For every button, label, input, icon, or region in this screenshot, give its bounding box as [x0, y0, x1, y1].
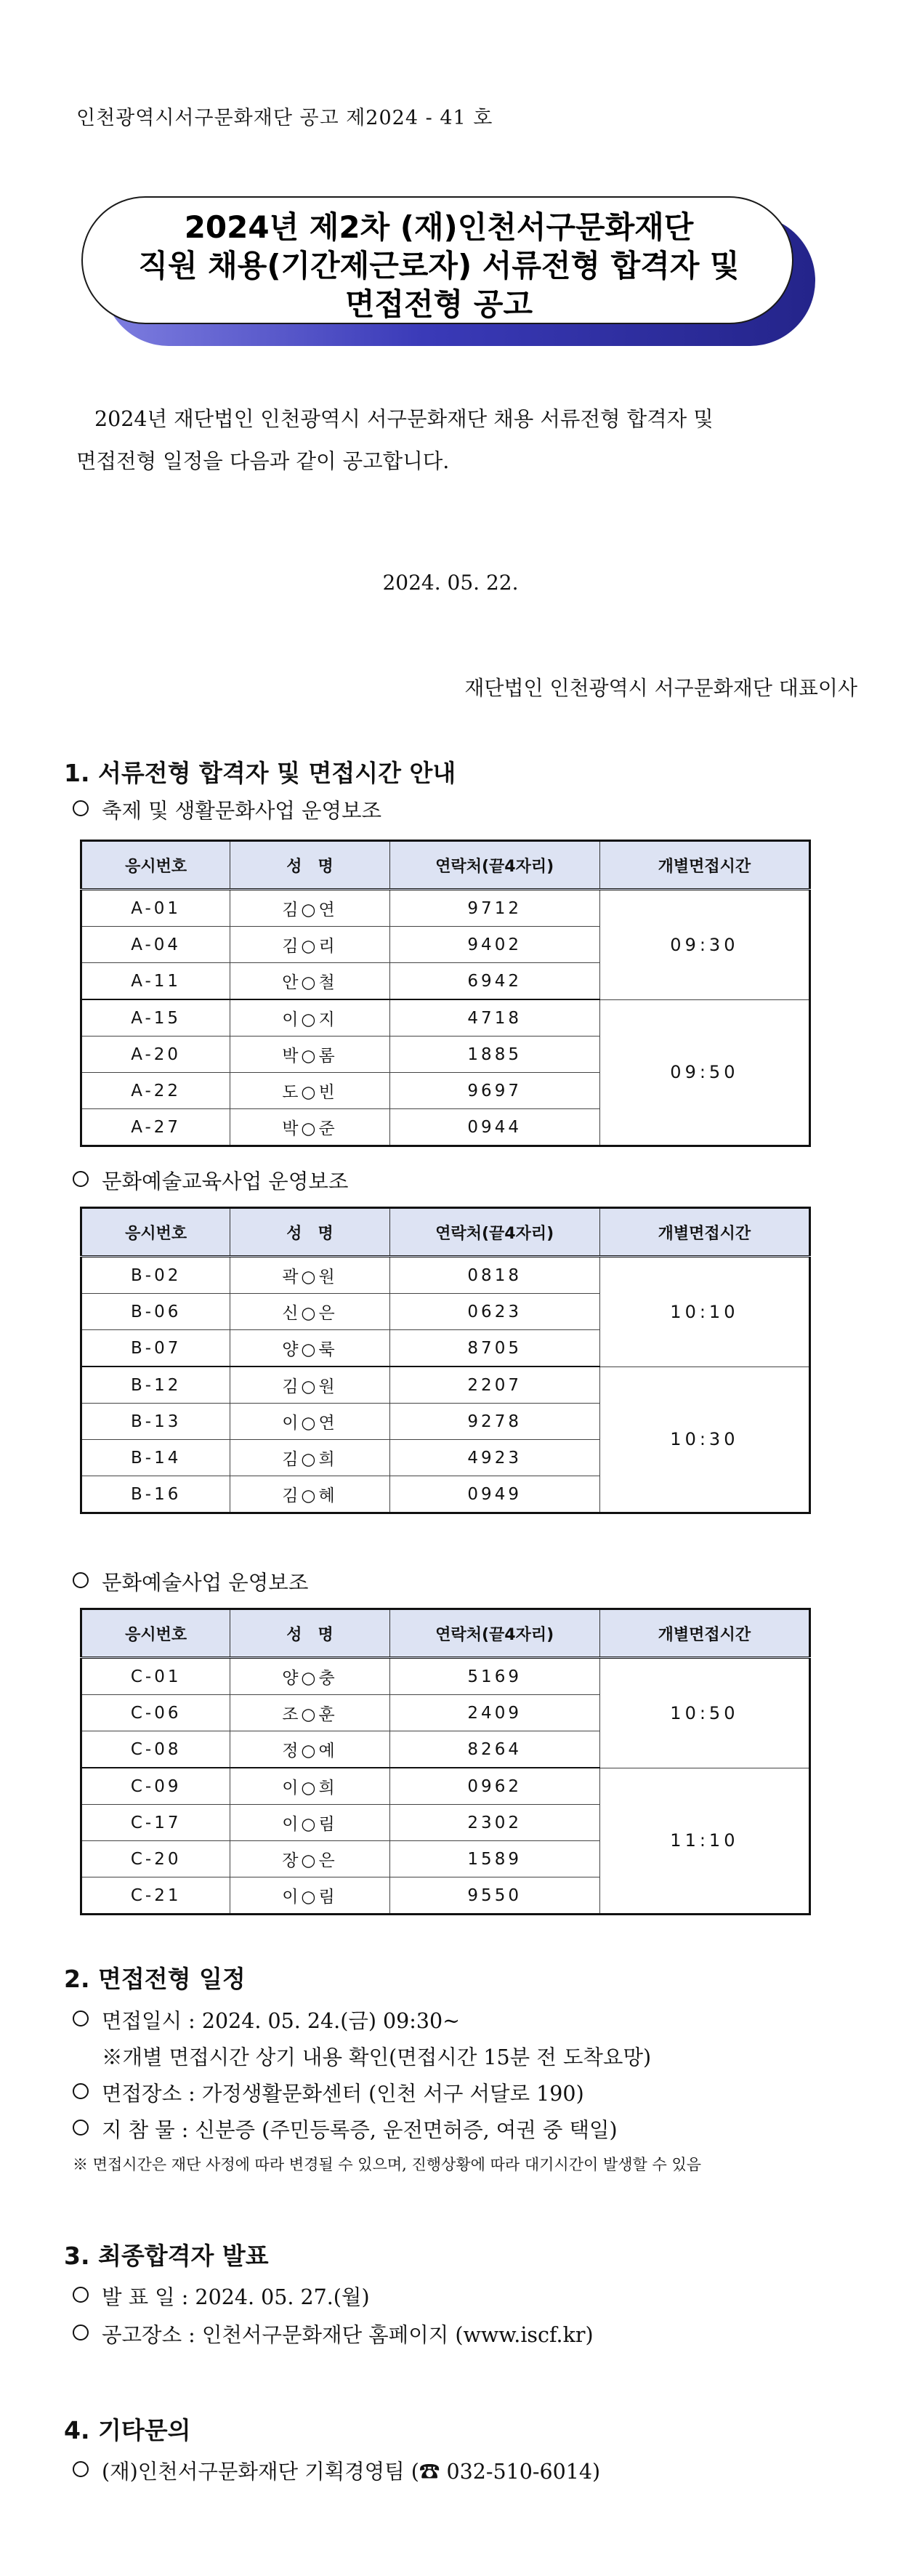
interview-datetime-note: ※개별 면접시간 상기 내용 확인(면접시간 15분 전 도착요망): [102, 2045, 652, 2069]
applicant-phone: 0962: [389, 1768, 599, 1805]
applicant-id: A-20: [81, 1037, 230, 1073]
table-row: [81, 1367, 810, 1404]
announcement-date: 2024. 05. 22.: [382, 571, 519, 595]
group1-title-text: 축제 및 생활문화사업 운영보조: [102, 799, 382, 823]
result-place-text: 공고장소 : 인천서구문화재단 홈페이지 (www.iscf.kr): [102, 2323, 594, 2347]
result-date-text: 발 표 일 : 2024. 05. 27.(월): [102, 2285, 370, 2309]
applicant-id: B-07: [81, 1330, 230, 1367]
column-header: 성 명: [230, 1609, 389, 1658]
applicant-id: B-02: [81, 1257, 230, 1294]
circle-bullet-icon: [73, 2287, 89, 2303]
schedule-table-a: [80, 840, 811, 1147]
applicant-name: 김○연: [230, 890, 389, 927]
result-place: [73, 2319, 594, 2348]
group3-title-text: 문화예술사업 운영보조: [102, 1571, 309, 1595]
applicant-phone: 6942: [389, 963, 599, 1000]
column-header: 개별면접시간: [599, 1609, 809, 1658]
applicant-name: 이○희: [230, 1768, 389, 1805]
applicant-phone: 0818: [389, 1257, 599, 1294]
applicant-name: 박○준: [230, 1109, 389, 1146]
applicant-name: 곽○원: [230, 1257, 389, 1294]
section4-heading: 4. 기타문의: [64, 2416, 191, 2444]
applicant-phone: 9278: [389, 1404, 599, 1440]
applicant-phone: 9697: [389, 1073, 599, 1109]
applicant-id: C-17: [81, 1805, 230, 1841]
circle-bullet-icon: [73, 2461, 89, 2477]
group2-title-text: 문화예술교육사업 운영보조: [102, 1170, 349, 1194]
intro-line-2: 면접전형 일정을 다음과 같이 공고합니다.: [76, 449, 450, 473]
column-header: 성 명: [230, 841, 389, 890]
applicant-name: 안○철: [230, 963, 389, 1000]
circle-bullet-icon: [73, 2011, 89, 2026]
applicant-phone: 1589: [389, 1841, 599, 1877]
column-header: 개별면접시간: [599, 841, 809, 890]
circle-bullet-icon: [73, 1171, 89, 1187]
applicant-phone: 2302: [389, 1805, 599, 1841]
interview-time-slot: 10:50: [599, 1658, 809, 1768]
applicant-name: 박○롬: [230, 1037, 389, 1073]
column-header: 응시번호: [81, 1208, 230, 1257]
applicant-id: C-08: [81, 1731, 230, 1768]
schedule-table-c: [80, 1608, 811, 1915]
banner-box: [81, 196, 793, 324]
applicant-id: C-21: [81, 1877, 230, 1915]
table-row: [81, 999, 810, 1037]
contact-text: (재)인천서구문화재단 기획경영팀 (☎ 032-510-6014): [102, 2460, 601, 2484]
circle-bullet-icon: [73, 1572, 89, 1588]
group2-title: [73, 1165, 348, 1195]
circle-bullet-icon: [73, 2325, 89, 2340]
title-banner: [81, 196, 815, 349]
applicant-id: B-13: [81, 1404, 230, 1440]
applicant-name: 이○림: [230, 1877, 389, 1915]
applicant-id: A-22: [81, 1073, 230, 1109]
applicant-id: B-14: [81, 1440, 230, 1476]
applicant-id: B-06: [81, 1294, 230, 1330]
applicant-phone: 1885: [389, 1037, 599, 1073]
title-line-1: 2024년 제2차 (재)인천서구문화재단: [184, 209, 694, 245]
section1-heading: 1. 서류전형 합격자 및 면접시간 안내: [64, 759, 456, 787]
applicant-phone: 9712: [389, 890, 599, 927]
applicant-phone: 4718: [389, 999, 599, 1037]
column-header: 연락처(끝4자리): [389, 841, 599, 890]
applicant-name: 조○훈: [230, 1695, 389, 1731]
applicant-name: 김○리: [230, 927, 389, 963]
circle-bullet-icon: [73, 2120, 89, 2136]
signer: 재단법인 인천광역시 서구문화재단 대표이사: [464, 676, 857, 700]
column-header: 응시번호: [81, 841, 230, 890]
interview-place-text: 면접장소 : 가정생활문화센터 (인천 서구 서달로 190): [102, 2082, 584, 2106]
table-row: [81, 890, 810, 927]
intro-line-1: 2024년 재단법인 인천광역시 서구문화재단 채용 서류전형 합격자 및: [94, 407, 714, 431]
title-line-3: 면접전형 공고: [344, 286, 533, 322]
applicant-id: A-11: [81, 963, 230, 1000]
interview-time-slot: 10:10: [599, 1257, 809, 1367]
section3-heading: 3. 최종합격자 발표: [64, 2242, 269, 2270]
applicant-id: B-16: [81, 1476, 230, 1513]
column-header: 성 명: [230, 1208, 389, 1257]
column-header: 응시번호: [81, 1609, 230, 1658]
applicant-phone: 9402: [389, 927, 599, 963]
circle-bullet-icon: [73, 2083, 89, 2099]
notice-number: 인천광역시서구문화재단 공고 제2024 - 41 호: [76, 107, 493, 129]
applicant-name: 도○빈: [230, 1073, 389, 1109]
applicant-name: 김○희: [230, 1440, 389, 1476]
applicant-phone: 2207: [389, 1367, 599, 1404]
applicant-id: C-09: [81, 1768, 230, 1805]
applicant-name: 양○충: [230, 1658, 389, 1695]
result-date: [73, 2281, 370, 2311]
interview-datetime: [73, 2005, 460, 2034]
applicant-id: A-27: [81, 1109, 230, 1146]
applicant-name: 김○원: [230, 1367, 389, 1404]
applicant-phone: 5169: [389, 1658, 599, 1695]
applicant-phone: 8705: [389, 1330, 599, 1367]
table-row: [81, 1658, 810, 1695]
table-row: [81, 1257, 810, 1294]
applicant-id: B-12: [81, 1367, 230, 1404]
applicant-name: 신○은: [230, 1294, 389, 1330]
applicant-phone: 0949: [389, 1476, 599, 1513]
applicant-id: A-15: [81, 999, 230, 1037]
interview-place: [73, 2077, 584, 2107]
group3-title: [73, 1566, 308, 1596]
applicant-name: 장○은: [230, 1841, 389, 1877]
applicant-phone: 9550: [389, 1877, 599, 1915]
applicant-name: 이○연: [230, 1404, 389, 1440]
interview-items-text: 지 참 물 : 신분증 (주민등록증, 운전면허증, 여권 중 택일): [102, 2118, 618, 2142]
interview-time-slot: 09:30: [599, 890, 809, 1000]
applicant-name: 정○예: [230, 1731, 389, 1768]
table-row: [81, 1768, 810, 1805]
applicant-name: 이○지: [230, 999, 389, 1037]
interview-note: ※ 면접시간은 재단 사정에 따라 변경될 수 있으며, 진행상황에 따라 대기시간이 발생할 수 있음: [73, 2156, 702, 2173]
title-line-2: 직원 채용(기간제근로자) 서류전형 합격자 및: [138, 248, 740, 283]
column-header: 연락처(끝4자리): [389, 1208, 599, 1257]
interview-time-slot: 09:50: [599, 999, 809, 1146]
applicant-id: A-01: [81, 890, 230, 927]
column-header: 연락처(끝4자리): [389, 1609, 599, 1658]
applicant-id: A-04: [81, 927, 230, 963]
section2-heading: 2. 면접전형 일정: [64, 1965, 246, 1993]
applicant-phone: 0944: [389, 1109, 599, 1146]
applicant-id: C-20: [81, 1841, 230, 1877]
circle-bullet-icon: [73, 800, 89, 816]
applicant-phone: 0623: [389, 1294, 599, 1330]
applicant-phone: 8264: [389, 1731, 599, 1768]
interview-time-slot: 11:10: [599, 1768, 809, 1915]
contact: [73, 2455, 600, 2485]
applicant-id: C-06: [81, 1695, 230, 1731]
group1-title: [73, 794, 381, 824]
interview-datetime-text: 면접일시 : 2024. 05. 24.(금) 09:30~: [102, 2009, 461, 2033]
applicant-name: 이○림: [230, 1805, 389, 1841]
interview-time-slot: 10:30: [599, 1367, 809, 1513]
applicant-name: 김○혜: [230, 1476, 389, 1513]
applicant-id: C-01: [81, 1658, 230, 1695]
column-header: 개별면접시간: [599, 1208, 809, 1257]
applicant-phone: 4923: [389, 1440, 599, 1476]
schedule-table-b: [80, 1207, 811, 1514]
applicant-phone: 2409: [389, 1695, 599, 1731]
applicant-name: 양○룩: [230, 1330, 389, 1367]
interview-items: [73, 2114, 618, 2144]
